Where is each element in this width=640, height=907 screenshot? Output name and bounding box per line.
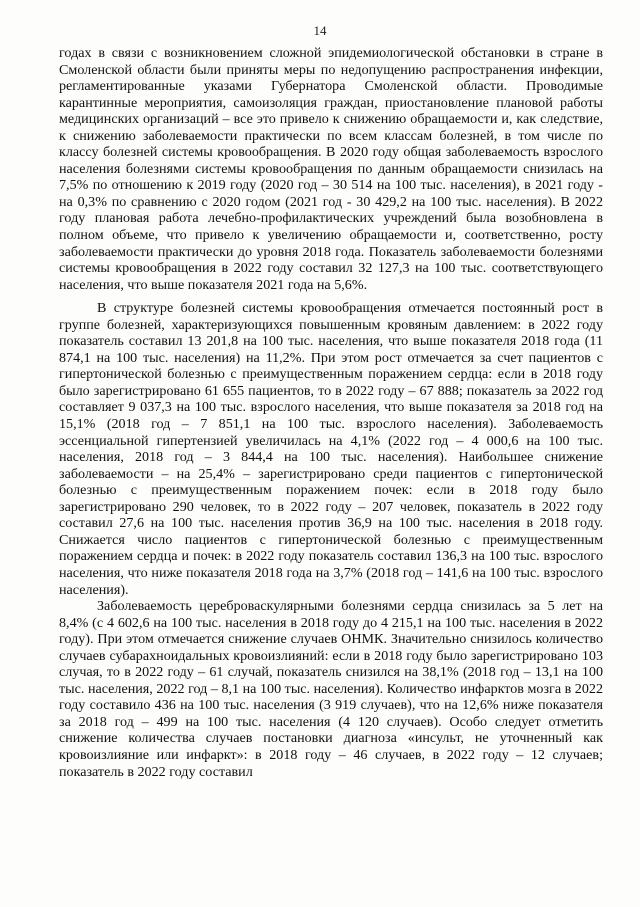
paragraph-hypertension: В структуре болезней системы кровообращения отмечается постоянный рост в группе болезней, характеризующихся повышенным кровяным давлением: в 2022 году показатель составил 13 201,8 на 100 тыс. населения, что выше показателя 2018 года (11 874,1 на 100 тыс. населения) на 11,2%. При этом рост отмечается за счет пациентов с гипертонической болезнью с преимущественным поражением сердца: если в 2018 году было зарегистрировано 61 655 пациентов, то в 2022 году – 67 888; показатель за 2022 год составляет 9 037,3 на 100 тыс. взрослого населения, что выше показателя за 2018 год на 15,1% (2018 год – 7 851,1 на 100 тыс. взрослого населения). Заболеваемость эссенциальной гипертензией увеличилась на 4,1% (2022 год – 4 000,6 на 100 тыс. населения, 2018 год – 3 844,4 на 100 тыс. населения). Наибольшее снижение заболеваемости – на 25,4% – зарегистрировано среди пациентов с гипертонической болезнью с преимущественным поражением почек: если в 2018 году было зарегистрировано 290 человек, то в 2022 году – 207 человек, показатель в 2022 году составил 27,6 на 100 тыс. населения против 36,9 на 100 тыс. населения в 2018 году. Снижается число пациентов с гипертонической болезнью с преимущественным поражением сердца и почек: в 2022 году показатель составил 136,3 на 100 тыс. взрослого населения, что ниже показателя 2018 года на 3,7% (2018 год – 141,6 на 100 тыс. взрослого населения).: [59, 300, 603, 598]
paragraph-cerebrovascular: Заболеваемость цереброваскулярными болезнями сердца снизилась за 5 лет на 8,4% (с 4 602,6 на 100 тыс. населения в 2018 году до 4 215,1 на 100 тыс. населения в 2022 году). При этом отмечается снижение случаев ОНМК. Значительно снизилось количество случаев субарахноидальных кровоизлияний: если в 2018 году было зарегистрировано 103 случая, то в 2022 году – 61 случай, показатель снизился на 38,1% (2018 год – 13,1 на 100 тыс. населения, 2022 год – 8,1 на 100 тыс. населения). Количество инфарктов мозга в 2022 году составило 436 на 100 тыс. населения (3 919 случаев), что на 12,6% ниже показателя за 2018 год – 499 на 100 тыс. населения (4 120 случаев). Особо следует отметить снижение количества случаев постановки диагноза «инсульт, не уточненный как кровоизлияние или инфаркт»: в 2018 году – 46 случаев, в 2022 году – 12 случаев; показатель в 2022 году составил: [59, 598, 603, 780]
document-body: [59, 45, 603, 780]
paragraph-covid-impact: годах в связи с возникновением сложной эпидемиологической обстановки в стране в Смоленской области были приняты меры по недопущению распространения инфекции, регламентированные указами Губернатора Смоленской области. Проводимые карантинные мероприятия, самоизоляция граждан, приостановление плановой работы медицинских организаций – все это привело к снижению обращаемости и, как следствие, к снижению заболеваемости практически по всем классам болезней, в том числе по классу болезней системы кровообращения. В 2020 году общая заболеваемость взрослого населения болезнями системы кровообращения по данным обращаемости снизилась на 7,5% по отношению к 2019 году (2020 год – 30 514 на 100 тыс. населения), в 2021 году - на 0,3% по сравнению с 2020 годом (2021 год - 30 429,2 на 100 тыс. населения). В 2022 году плановая работа лечебно-профилактических учреждений была возобновлена в полном объеме, что привело к увеличению обращаемости и, соответственно, росту заболеваемости практически до уровня 2018 года. Показатель заболеваемости болезнями системы кровообращения в 2022 году составил 32 127,3 на 100 тыс. соответствующего населения, что выше показателя 2021 года на 5,6%.: [59, 45, 603, 293]
page-number: 14: [313, 23, 327, 38]
